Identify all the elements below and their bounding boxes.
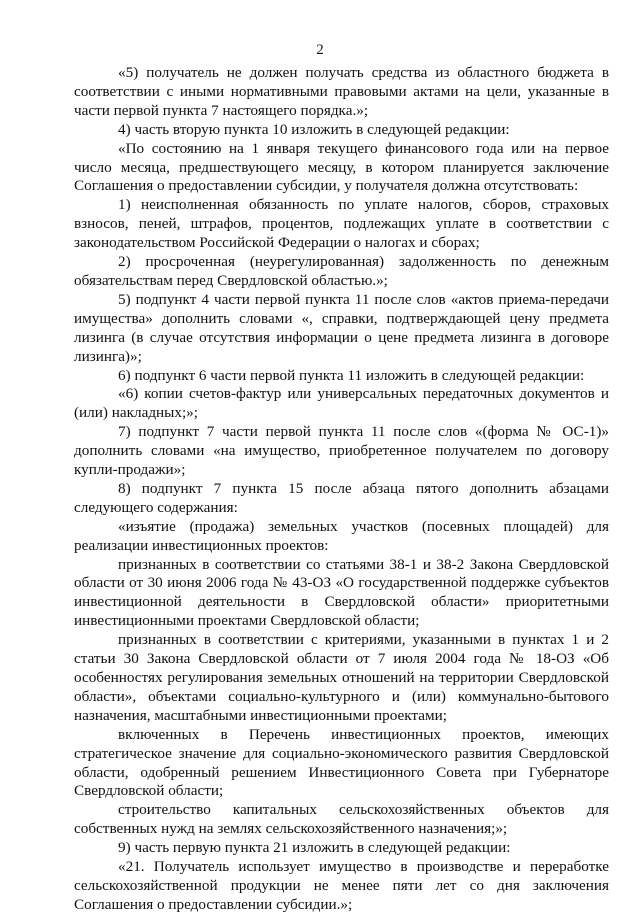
- paragraph-10: 8) подпункт 7 пункта 15 после абзаца пятого дополнить абзацами следующего содержания:: [74, 479, 609, 516]
- paragraph-4: 1) неисполненная обязанность по уплате налогов, сборов, страховых взносов, пеней, штрафов, процентов, подлежащих уплате в соответствии с законодательством Российской Федерации о налогах и сборах;: [74, 196, 609, 252]
- paragraph-7: 6) подпункт 6 части первой пункта 11 изложить в следующей редакции:: [118, 366, 585, 384]
- paragraph-14: включенных в Перечень инвестиционных проектов, имеющих стратегическое значение для социально-экономического развития Свердловской области, одобренный решением Инвестиционного Совета при Губернаторе Свердловской области;: [74, 725, 609, 800]
- paragraph-15: строительство капитальных сельскохозяйственных объектов для собственных нужд на землях сельскохозяйственного назначения;»;: [74, 801, 609, 838]
- paragraph-9: 7) подпункт 7 части первой пункта 11 после слов «(форма № ОС-1)» дополнить словами «на имущество, приобретенное получателем по договору купли-продажи»;: [74, 423, 609, 479]
- document-body: [74, 64, 609, 915]
- paragraph-3: «По состоянию на 1 января текущего финансового года или на первое число месяца, предшествующего месяцу, в котором планируется заключение Соглашения о предоставлении субсидии, у получателя должна отсутствовать:: [74, 139, 609, 195]
- paragraph-1: «5) получатель не должен получать средства из областного бюджета в соответствии с иными нормативными правовыми актами на цели, указанные в части первой пункта 7 настоящего порядка.»;: [74, 64, 609, 119]
- page-number: 2: [316, 42, 324, 58]
- paragraph-16: 9) часть первую пункта 21 изложить в следующей редакции:: [118, 839, 511, 857]
- paragraph-13: признанных в соответствии с критериями, указанными в пунктах 1 и 2 статьи 30 Закона Свердловской области от 7 июля 2004 года № 18-ОЗ «Об особенностях регулирования земельных отношений на территории Свердловской области», объектами социально-культурного и (или) коммунально-бытового назначения, масштабными инвестиционными проектами;: [74, 631, 609, 724]
- paragraph-6: 5) подпункт 4 части первой пункта 11 после слов «актов приема-передачи имущества» дополнить словами «, справки, подтверждающей цену предмета лизинга (в случае отсутствия информации о цене предмета лизинга в договоре лизинга)»;: [74, 290, 609, 365]
- paragraph-2: 4) часть вторую пункта 10 изложить в следующей редакции:: [118, 120, 510, 138]
- paragraph-8: «6) копии счетов-фактур или универсальных передаточных документов и (или) накладных;»;: [74, 385, 609, 422]
- paragraph-5: 2) просроченная (неурегулированная) задолженность по денежным обязательствам перед Свердловской областью.»;: [74, 253, 609, 289]
- paragraph-11: «изъятие (продажа) земельных участков (посевных площадей) для реализации инвестиционных проектов:: [74, 517, 609, 554]
- paragraph-17: «21. Получатель использует имущество в производстве и переработке сельскохозяйственной продукции не менее пяти лет со дня заключения Соглашения о предоставлении субсидии.»;: [74, 858, 609, 913]
- paragraph-12: признанных в соответствии со статьями 38-1 и 38-2 Закона Свердловской области от 30 июня 2006 года № 43-ОЗ «О государственной поддержке субъектов инвестиционной деятельности в Свердловской области» приоритетными инвестиционными проектами Свердловской области;: [74, 555, 609, 630]
